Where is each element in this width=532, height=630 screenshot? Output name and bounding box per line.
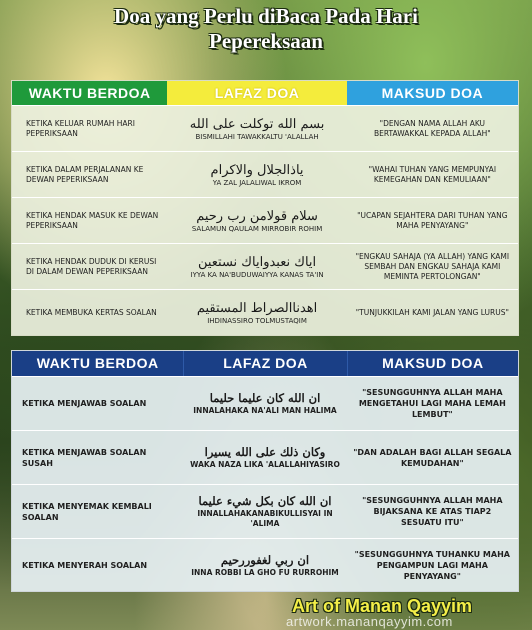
header-lafaz-doa: LAFAZ DOA [167,81,346,105]
prayer-table-1 [11,80,519,336]
lafaz-cell [167,152,346,197]
waktu-cell: KETIKA MENJAWAB SOALAN SUSAH [22,447,147,468]
table-1-header [12,81,518,105]
rumi-text: IHDINASSIRO TOLMUSTAQIM [207,316,307,325]
page-title [0,4,532,54]
table-row [12,105,518,151]
arabic-text: وكان ذلك على الله يسيرا [204,445,326,459]
header-maksud-doa: MAKSUD DOA [347,351,518,376]
header-waktu-berdoa: WAKTU BERDOA [12,81,167,105]
rumi-text: BISMILLAHI TAWAKKALTU 'ALALLAH [195,132,319,141]
rumi-text: INNALLAHAKANABIKULLISYAI IN 'ALIMA [197,509,333,528]
waktu-cell: KETIKA KELUAR RUMAH HARI PEPERIKSAAN [26,118,135,138]
lafaz-cell [167,198,346,243]
title-line-1: Doa yang Perlu diBaca Pada Hari [114,4,418,28]
arabic-text: بسم الله توكلت على الله [189,116,325,132]
arabic-text: سلام قولامن رب رحيم [196,208,318,224]
header-lafaz-doa: LAFAZ DOA [183,351,346,376]
rumi-text: WAKA NAZA LIKA 'ALALLAHIYASIRO [190,460,340,469]
table-row [12,289,518,335]
table-row [12,430,518,484]
rumi-text: IYYA KA NA'BUDUWAIYYA KANAS TA'IN [190,270,324,279]
artist-url: artwork.mananqayyim.com [286,614,453,629]
table-row [12,197,518,243]
maksud-cell: "ENGKAU SAHAJA (YA ALLAH) YANG KAMI SEMBAH DAN ENGKAU SAHAJA KAMI MEMINTA PERTOLONGAN" [355,251,510,281]
lafaz-cell [183,431,346,484]
maksud-cell: "SESUNGGUHNYA ALLAH MAHA BIJAKSANA KE ATAS TIAP2 SESUATU ITU" [362,496,503,527]
waktu-cell: KETIKA DALAM PERJALANAN KE DEWAN PEPERIKSAAN [26,164,144,184]
rumi-text: INNA ROBBI LA GHO FU RURROHIM [191,568,339,577]
arabic-text: ان الله كان بكل شيء عليما [198,494,332,508]
table-row [12,243,518,289]
arabic-text: ان الله كان عليما حليما [209,391,321,405]
arabic-text: اياك نعبدواياك نستعين [197,254,317,270]
artist-watermark: Art of Manan Qayyim [292,596,473,616]
arabic-text: ان ربي لغفوررحيم [220,553,310,567]
rumi-text: INNALAHAKA NA'ALI MAN HALIMA [193,406,337,415]
rumi-text: SALAMUN QAULAM MIRROBIR ROHIM [191,224,323,233]
maksud-cell: "TUNJUKKILAH KAMI JALAN YANG LURUS" [355,307,509,317]
waktu-cell: KETIKA HENDAK MASUK KE DEWAN PEPERIKSAAN [26,210,159,230]
waktu-cell: KETIKA MENYEMAK KEMBALI SOALAN [22,501,152,522]
waktu-cell: KETIKA MENYERAH SOALAN [22,561,148,570]
prayer-table-2 [11,350,519,592]
maksud-cell: "SESUNGGUHNYA ALLAH MAHA MENGETAHUI LAGI MAHA LEMAH LEMBUT" [358,388,506,419]
title-line-2: Pepereksaan [209,29,323,53]
header-maksud-doa: MAKSUD DOA [347,81,518,105]
table-row [12,538,518,592]
lafaz-cell [183,377,346,430]
arabic-text: اهدناالصراط المستقيم [196,300,318,316]
maksud-cell: "SESUNGGUHNYA TUHANKU MAHA PENGAMPUN LAGI MAHA PENYAYANG" [354,550,510,581]
table-row [12,151,518,197]
lafaz-cell [183,485,346,538]
header-waktu-berdoa: WAKTU BERDOA [36,355,159,371]
waktu-cell: KETIKA MEMBUKA KERTAS SOALAN [26,307,157,317]
waktu-cell: KETIKA MENJAWAB SOALAN [22,399,147,408]
lafaz-cell [167,290,346,335]
arabic-text: ياذالجلال والاكرام [210,162,304,178]
maksud-cell: "WAHAI TUHAN YANG MEMPUNYAI KEMEGAHAN DAN KEMULIAAN" [368,164,497,184]
waktu-cell: KETIKA HENDAK DUDUK DI KERUSI DI DALAM DEWAN PEPERIKSAAN [26,256,157,276]
lafaz-cell [167,106,346,151]
maksud-cell: "DENGAN NAMA ALLAH AKU BERTAWAKKAL KEPADA ALLAH" [374,118,491,138]
table-row [12,376,518,430]
lafaz-cell [167,244,346,289]
rumi-text: YA ZAL JALALIWAL IKROM [212,178,302,187]
lafaz-cell [183,539,346,592]
maksud-cell: "DAN ADALAH BAGI ALLAH SEGALA KEMUDAHAN" [353,447,512,468]
table-row [12,484,518,538]
maksud-cell: "UCAPAN SEJAHTERA DARI TUHAN YANG MAHA PENYAYANG" [357,210,508,230]
table-2-header [12,351,518,376]
